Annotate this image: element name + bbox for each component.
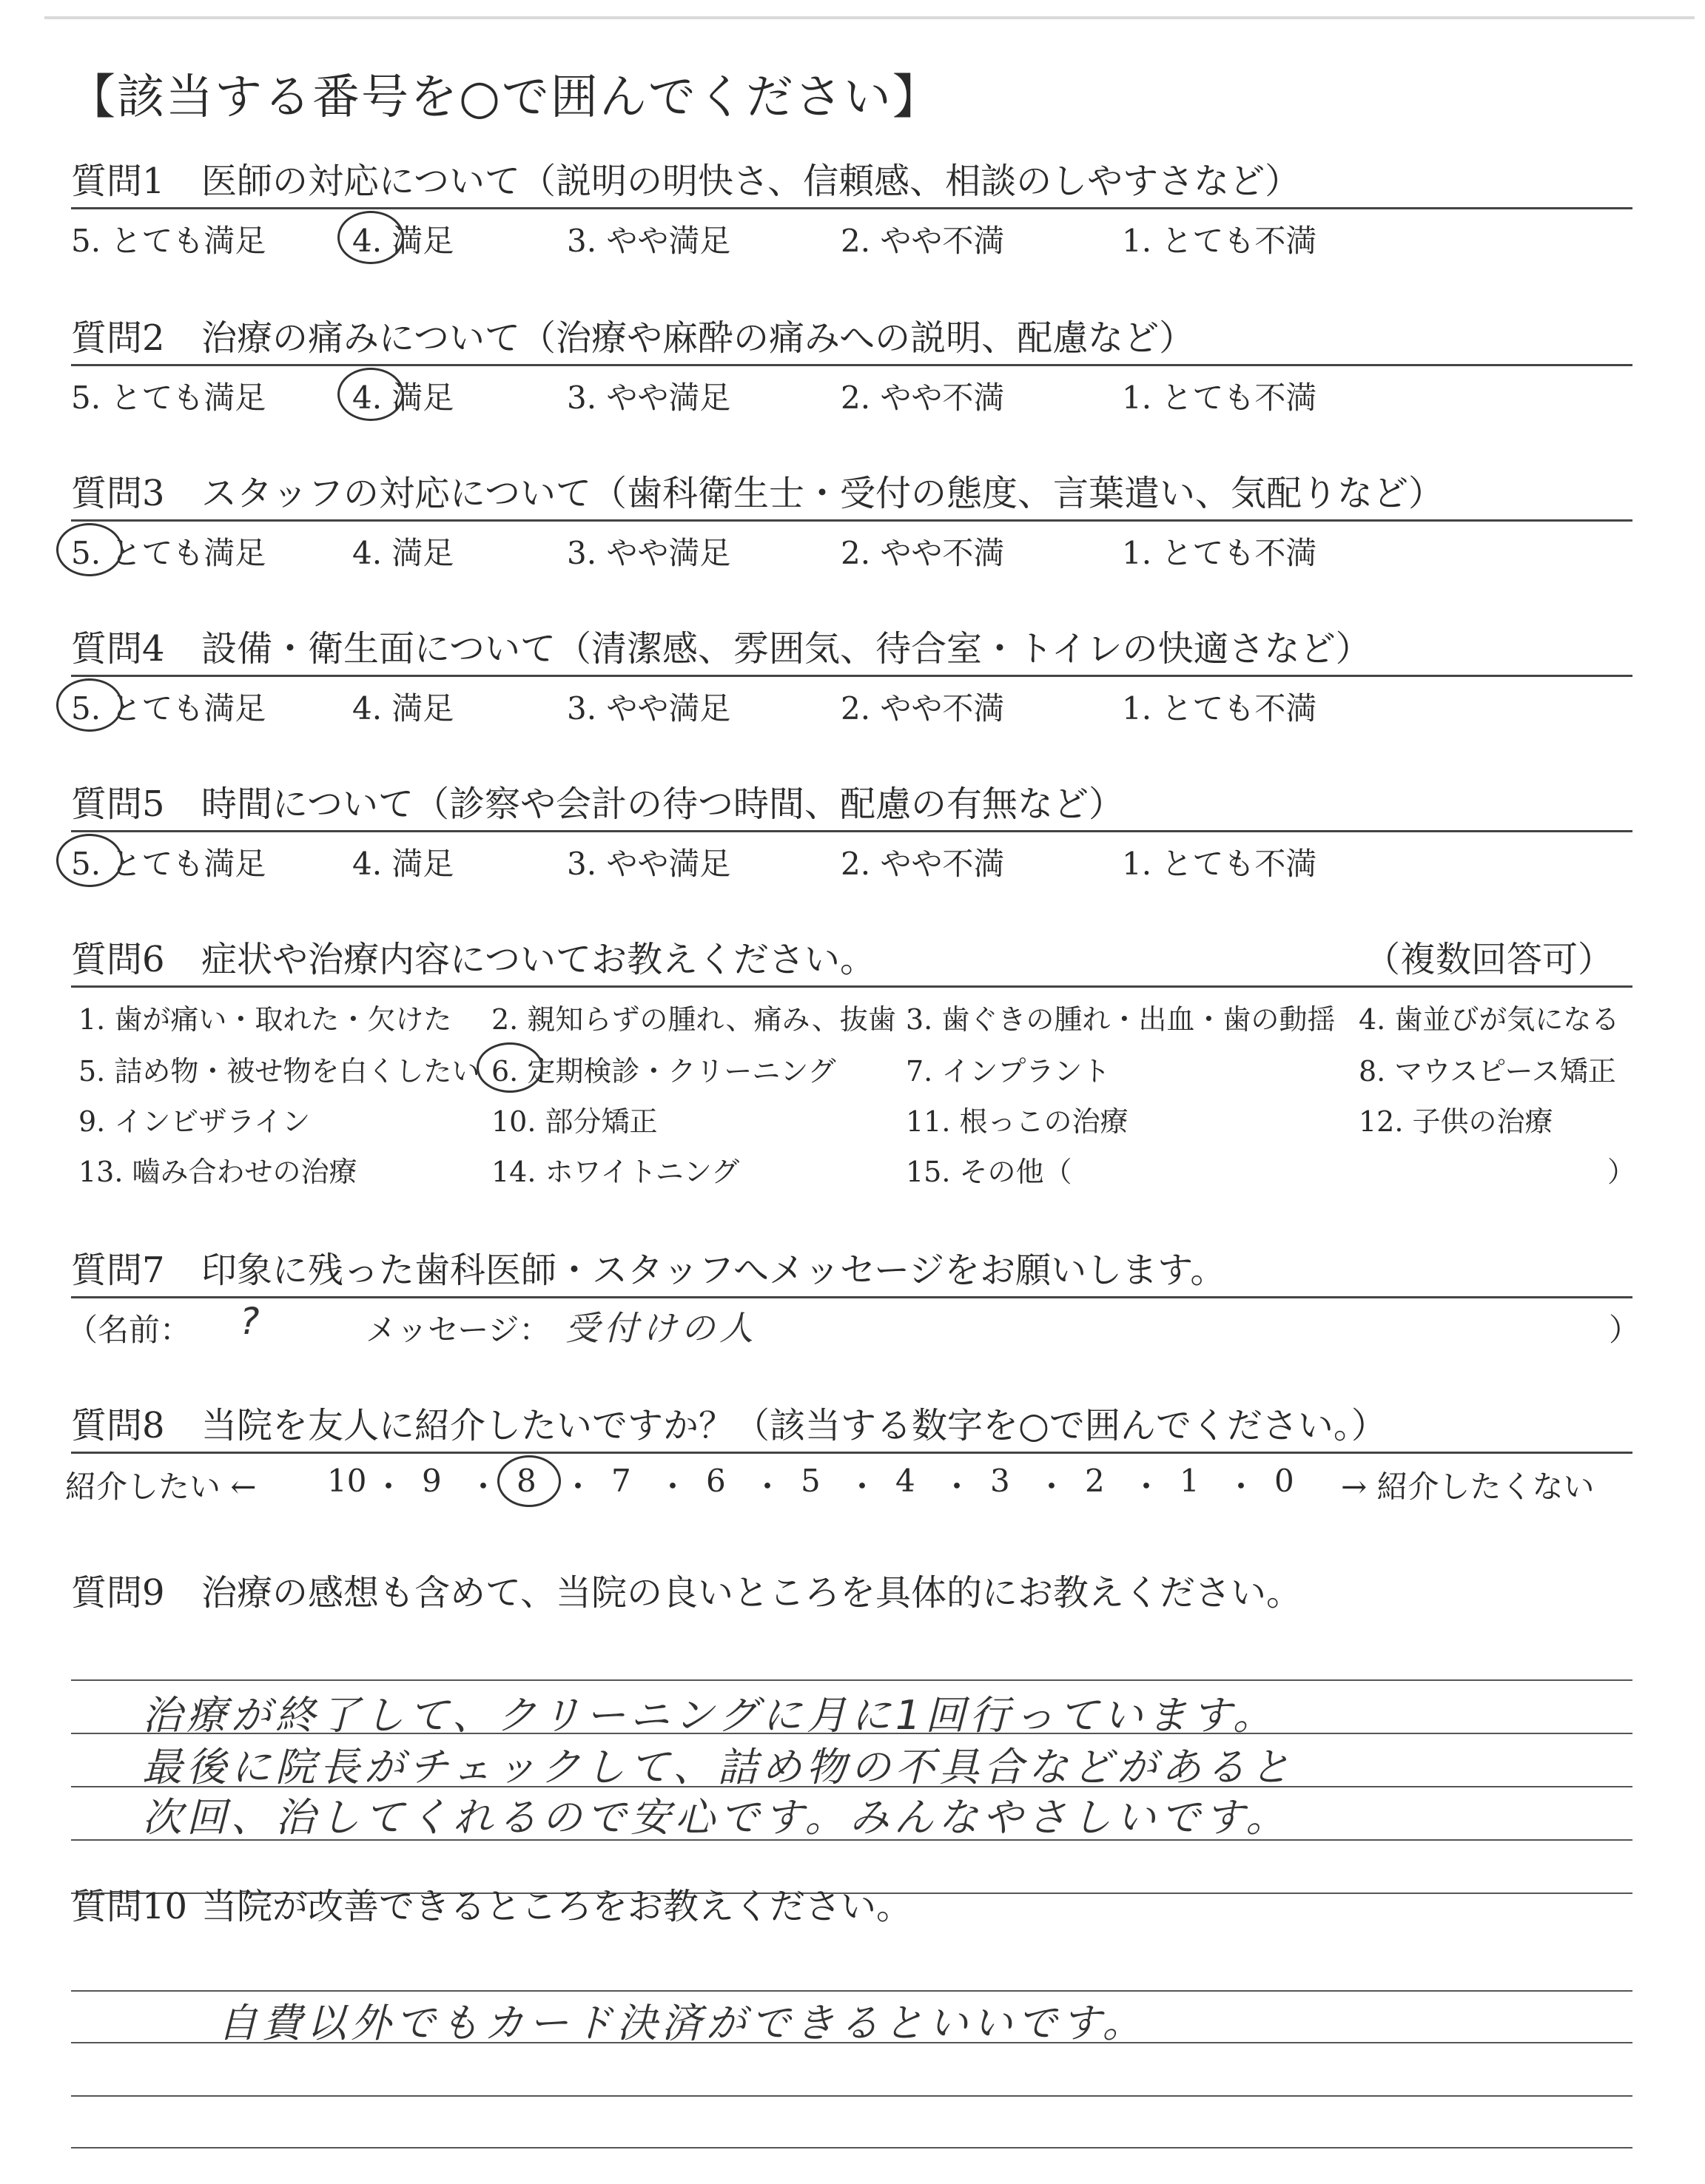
handwritten-answer[interactable]: 治療が終了して、クリーニングに月に1回行っています。 — [142, 1692, 1277, 1739]
other-close-paren: ） — [1607, 1156, 1636, 1188]
option-satisfied[interactable]: 4. 満足 — [352, 380, 454, 416]
treatment-option[interactable]: 10. 部分矯正 — [491, 1105, 658, 1138]
option-satisfied[interactable]: 4. 満足 — [352, 223, 454, 259]
recommend-scale — [65, 1454, 1632, 1506]
scale-value[interactable]: 0 — [1274, 1463, 1294, 1499]
close-paren: ） — [1609, 1312, 1641, 1348]
multiple-answer-note: （複数回答可） — [1364, 939, 1613, 980]
rating-options — [71, 832, 1632, 884]
option-somewhat-satisfied[interactable]: 3. やや満足 — [567, 380, 731, 416]
question-number: 質問10 — [71, 1886, 188, 1927]
treatment-option[interactable]: 15. その他（ — [906, 1156, 1072, 1188]
scale-value[interactable]: 3 — [990, 1463, 1010, 1499]
scale-right-label: → 紹介したくない — [1341, 1469, 1595, 1505]
scale-separator: ・ — [1131, 1469, 1163, 1505]
scale-value[interactable]: 6 — [706, 1463, 726, 1499]
option-somewhat-dissatisfied[interactable]: 2. やや不満 — [841, 380, 1005, 416]
treatment-option[interactable]: 9. インビザライン — [78, 1105, 311, 1138]
question-number: 質問5 — [71, 783, 165, 825]
handwritten-answer[interactable]: 自費以外でもカード決済ができるといいです。 — [218, 2000, 1147, 2046]
answer-lines — [71, 1932, 1632, 2184]
question-text: 当院を友人に紹介したいですか？（該当する数字を○で囲んでください。） — [201, 1405, 1387, 1446]
treatment-option[interactable]: 3. 歯ぐきの腫れ・出血・歯の動揺 — [906, 1003, 1336, 1036]
option-very-dissatisfied[interactable]: 1. とても不満 — [1122, 535, 1317, 571]
scale-value[interactable]: 7 — [611, 1463, 631, 1499]
name-value[interactable]: ? — [240, 1300, 264, 1343]
treatment-option[interactable]: 2. 親知らずの腫れ、痛み、抜歯 — [491, 1003, 896, 1036]
question-text: 印象に残った歯科医師・スタッフへメッセージをお願いします。 — [201, 1250, 1226, 1291]
option-very-satisfied[interactable]: 5. とても満足 — [71, 690, 266, 727]
option-satisfied[interactable]: 4. 満足 — [352, 846, 454, 882]
option-very-dissatisfied[interactable]: 1. とても不満 — [1122, 223, 1317, 259]
scale-separator: ・ — [373, 1469, 405, 1505]
scale-separator: ・ — [1036, 1469, 1068, 1505]
option-very-satisfied[interactable]: 5. とても満足 — [71, 535, 266, 571]
ruled-line — [71, 2147, 1632, 2148]
rating-options — [71, 677, 1632, 729]
option-somewhat-dissatisfied[interactable]: 2. やや不満 — [841, 223, 1005, 259]
scale-value[interactable]: 8 — [517, 1463, 537, 1499]
treatment-option[interactable]: 6. 定期検診・クリーニング — [491, 1055, 836, 1088]
option-somewhat-satisfied[interactable]: 3. やや満足 — [567, 535, 731, 571]
treatment-option[interactable]: 1. 歯が痛い・取れた・欠けた — [78, 1003, 452, 1036]
question-text: 医師の対応について（説明の明快さ、信頼感、相談のしやすさなど） — [201, 161, 1301, 202]
treatment-option[interactable]: 5. 詰め物・被せ物を白くしたい — [78, 1055, 480, 1088]
option-very-satisfied[interactable]: 5. とても満足 — [71, 223, 266, 259]
scale-separator: ・ — [657, 1469, 689, 1505]
scale-value[interactable]: 2 — [1085, 1463, 1105, 1499]
question-text: 治療の痛みについて（治療や麻酔の痛みへの説明、配慮など） — [201, 317, 1195, 359]
scale-separator: ・ — [752, 1469, 784, 1505]
question-6 — [71, 934, 1636, 1202]
treatment-option[interactable]: 8. マウスピース矯正 — [1359, 1055, 1616, 1088]
option-very-satisfied[interactable]: 5. とても満足 — [71, 380, 266, 416]
scale-left-label: 紹介したい ← — [65, 1469, 257, 1505]
option-very-satisfied[interactable]: 5. とても満足 — [71, 846, 266, 882]
scale-separator: ・ — [941, 1469, 973, 1505]
scale-separator: ・ — [847, 1469, 878, 1505]
question-4 — [71, 623, 1632, 729]
treatment-option[interactable]: 14. ホワイトニング — [491, 1156, 740, 1188]
option-somewhat-satisfied[interactable]: 3. やや満足 — [567, 690, 731, 727]
handwritten-answer[interactable]: 次回、治してくれるので安心です。みんなやさしいです。 — [142, 1794, 1291, 1841]
question-number: 質問1 — [71, 161, 165, 202]
question-number: 質問6 — [71, 939, 165, 980]
treatment-option[interactable]: 4. 歯並びが気になる — [1359, 1003, 1620, 1036]
name-label: （名前： — [67, 1312, 192, 1348]
question-number: 質問4 — [71, 628, 165, 670]
message-row — [67, 1298, 1641, 1350]
question-8 — [65, 1400, 1632, 1506]
question-5 — [71, 778, 1632, 884]
scale-value[interactable]: 10 — [327, 1463, 367, 1499]
rating-options — [71, 209, 1632, 261]
question-number: 質問7 — [71, 1250, 165, 1291]
question-3 — [71, 468, 1632, 573]
treatment-option[interactable]: 13. 嚙み合わせの治療 — [78, 1156, 357, 1188]
scale-value[interactable]: 9 — [422, 1463, 442, 1499]
option-satisfied[interactable]: 4. 満足 — [352, 535, 454, 571]
question-2 — [71, 312, 1632, 418]
option-somewhat-satisfied[interactable]: 3. やや満足 — [567, 846, 731, 882]
scale-separator: ・ — [562, 1469, 594, 1505]
question-1 — [71, 155, 1632, 261]
question-number: 質問9 — [71, 1572, 165, 1614]
page-title: 【該当する番号を○で囲んでください】 — [68, 70, 941, 125]
option-satisfied[interactable]: 4. 満足 — [352, 690, 454, 727]
scale-separator: ・ — [1225, 1469, 1257, 1505]
scale-value[interactable]: 5 — [801, 1463, 821, 1499]
question-text: 症状や治療内容についてお教えください。 — [201, 939, 876, 980]
ruled-line — [71, 2095, 1632, 2097]
question-number: 質問2 — [71, 317, 165, 359]
question-text: スタッフの対応について（歯科衛生士・受付の態度、言葉遣い、気配りなど） — [201, 473, 1445, 514]
question-text: 当院が改善できるところをお教えください。 — [201, 1886, 912, 1927]
rating-options — [71, 522, 1632, 573]
scale-value[interactable]: 1 — [1180, 1463, 1200, 1499]
option-somewhat-dissatisfied[interactable]: 2. やや不満 — [841, 535, 1005, 571]
page-edge — [44, 16, 1695, 19]
treatment-option[interactable]: 12. 子供の治療 — [1359, 1105, 1553, 1138]
question-number: 質問3 — [71, 473, 165, 514]
option-somewhat-dissatisfied[interactable]: 2. やや不満 — [841, 690, 1005, 727]
option-very-dissatisfied[interactable]: 1. とても不満 — [1122, 846, 1317, 882]
scale-separator: ・ — [468, 1469, 500, 1505]
question-7 — [67, 1244, 1641, 1350]
question-text: 治療の感想も含めて、当院の良いところを具体的にお教えください。 — [201, 1572, 1302, 1614]
option-very-dissatisfied[interactable]: 1. とても不満 — [1122, 380, 1317, 416]
treatment-option[interactable]: 11. 根っこの治療 — [906, 1105, 1129, 1138]
question-10 — [71, 1881, 1632, 2184]
treatment-option[interactable]: 7. インプラント — [906, 1055, 1111, 1088]
treatment-options — [71, 988, 1636, 1202]
question-text: 設備・衛生面について（清潔感、雰囲気、待合室・トイレの快適さなど） — [201, 628, 1371, 670]
question-number: 質問8 — [71, 1405, 165, 1446]
message-label: メッセージ： — [366, 1312, 551, 1348]
answer-lines — [71, 1619, 1632, 1900]
rating-options — [71, 366, 1632, 418]
message-value[interactable]: 受付けの人 — [565, 1308, 758, 1348]
question-9 — [71, 1567, 1632, 1900]
question-text: 時間について（診察や会計の待つ時間、配慮の有無など） — [201, 783, 1125, 825]
ruled-line — [71, 1679, 1632, 1681]
option-somewhat-satisfied[interactable]: 3. やや満足 — [567, 223, 731, 259]
option-somewhat-dissatisfied[interactable]: 2. やや不満 — [841, 846, 1005, 882]
handwritten-answer[interactable]: 最後に院長がチェックして、詰め物の不具合などがあると — [142, 1744, 1295, 1790]
scale-value[interactable]: 4 — [895, 1463, 915, 1499]
option-very-dissatisfied[interactable]: 1. とても不満 — [1122, 690, 1317, 727]
